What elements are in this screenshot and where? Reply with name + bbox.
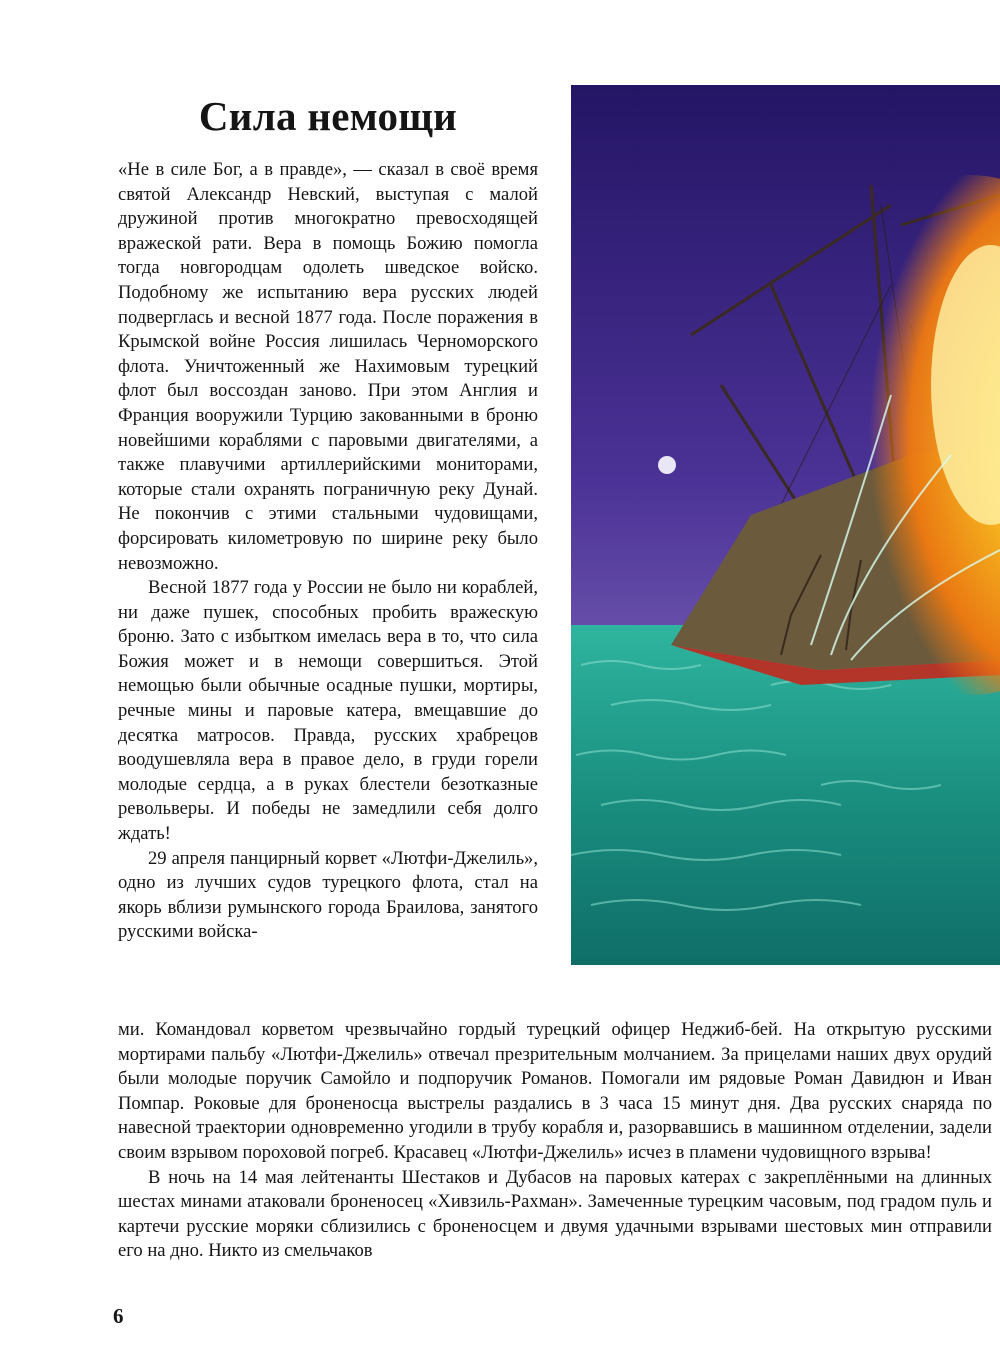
paragraph-1: «Не в силе Бог, а в правде», — сказал в своё время святой Александр Невский, выступая с малой дружиной против многократно превосходящей вражеской рати. Вера в помощь Божию помогла тогда новгородцам одолеть шведское войско. Подобному же испытанию вера русских людей подверглась и весной 1877 года. После поражения в Крымской войне Россия лишилась Черноморского флота. Уничтоженный же Нахимовым турецкий флот был воссоздан заново. При этом Англия и Франция вооружили Турцию закованными в броню новейшими кораблями с паровыми двигателями, а также плавучими артиллерийскими мониторами, которые стали охранять пограничную реку Дунай. Не покончив с этими стальными чудовищами, форсировать километровую по ширине реку было невозможно.: [118, 159, 538, 574]
paragraph-2: Весной 1877 года у России не было ни кораблей, ни даже пушек, способных пробить вражескую броню. Зато с избытком имелась вера в то, что сила Божия может и в немощи совершиться. Этой немощью были обычные осадные пушки, мортиры, речные мины и паровые катера, вмещавшие до десятка матросов. Правда, русских храбрецов воодушевляла вера в правое дело, в груди горели молодые сердца, а в руках блестели безотказные револьверы. И победы не замедлили себя долго ждать!: [118, 577, 538, 845]
article-full-width-text: [118, 1018, 992, 1264]
paragraph-3: 29 апреля панцирный корвет «Лютфи-Джелиль», одно из лучших судов турецкого флота, стал на якорь вблизи румынского города Браилова, занятого русскими войска-: [118, 847, 538, 943]
moon-icon: [658, 456, 676, 474]
paragraph-4: ми. Командовал корветом чрезвычайно гордый турецкий офицер Неджиб-бей. На открытую русскими мортирами пальбу «Лютфи-Джелиль» отвечал презрительным молчанием. За прицелами наших двух орудий были молодые поручик Самойло и подпоручик Романов. Помогали им рядовые Роман Давидюн и Иван Помпар. Роковые для броненосца выстрелы раздались в 3 часа 15 минут дня. Два русских снаряда по навесной траектории одновременно угодили в трубу корабля и, разорвавшись в машинном отделении, задели своим взрывом пороховой погреб. Красавец «Лютфи-Джелиль» исчез в пламени чудовищного взрыва!: [118, 1019, 992, 1163]
page-number: 6: [113, 1304, 124, 1328]
page-title: Сила немощи: [198, 93, 458, 139]
article-column-text: [118, 158, 538, 945]
paragraph-5: В ночь на 14 мая лейтенанты Шестаков и Дубасов на паровых катерах с закреплёнными на длинных шестах минами атаковали броненосец «Хивзиль-Рахман». Замеченные турецким часовым, под градом пуль и картечи русские моряки сблизились с броненосцем и двумя удачными взрывами шестовых мин отправили его на дно. Никто из смельчаков: [118, 1166, 992, 1262]
burning-ship-painting: [571, 85, 1000, 965]
